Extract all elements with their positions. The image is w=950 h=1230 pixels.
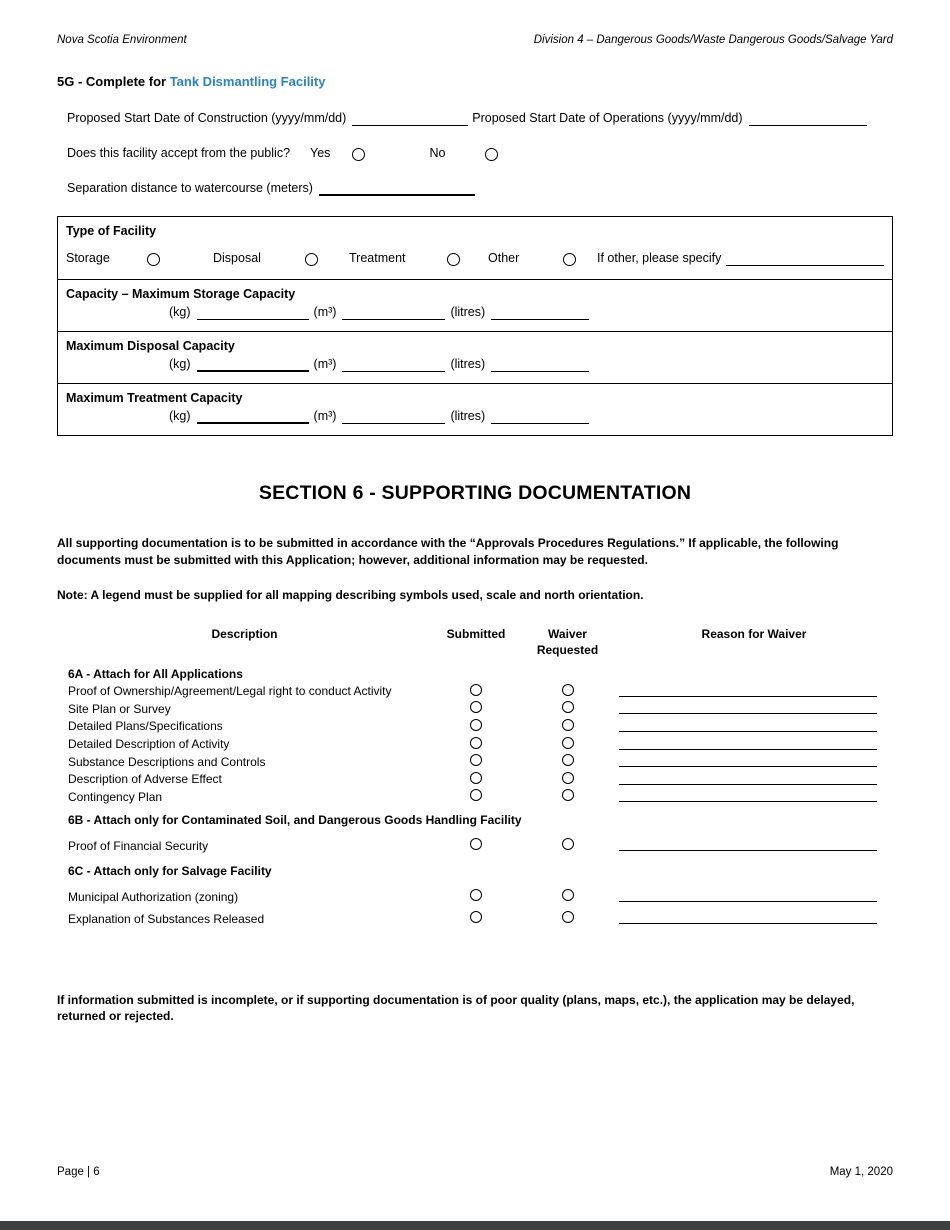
storage-capacity-title: Capacity – Maximum Storage Capacity [66, 287, 296, 301]
doc-item-label: Proof of Ownership/Agreement/Legal right to conduct Activity [68, 684, 392, 699]
page-footer [57, 1166, 893, 1178]
storage-kg-field[interactable] [197, 306, 309, 320]
waiver-radio[interactable] [562, 789, 574, 801]
construction-date-label: Proposed Start Date of Construction (yyyy/mm/dd) [67, 111, 347, 125]
page-number: Page | 6 [57, 1166, 100, 1178]
header-division: Division 4 – Dangerous Goods/Waste Dangerous Goods/Salvage Yard [533, 34, 893, 46]
submitted-radio[interactable] [470, 684, 482, 696]
doc-row-ownership [57, 683, 893, 701]
storage-radio[interactable] [147, 253, 160, 266]
other-specify-field[interactable] [726, 252, 884, 266]
disposal-kg-field[interactable] [197, 358, 309, 372]
submitted-radio[interactable] [470, 719, 482, 731]
reason-for-waiver-field[interactable] [619, 913, 877, 924]
section-5g-heading-prefix: 5G - Complete for [57, 74, 170, 89]
submitted-radio[interactable] [470, 754, 482, 766]
public-question-row [67, 146, 893, 161]
column-reason-for-waiver: Reason for Waiver [701, 626, 807, 641]
waiver-radio[interactable] [562, 754, 574, 766]
doc-row-financial-security [57, 835, 893, 857]
doc-item-label: Municipal Authorization (zoning) [68, 889, 239, 904]
operations-date-field[interactable] [749, 112, 867, 126]
waiver-radio[interactable] [562, 911, 574, 923]
storage-capacity-section [58, 279, 892, 331]
waiver-radio[interactable] [562, 684, 574, 696]
submitted-radio[interactable] [470, 911, 482, 923]
no-label: No [429, 146, 446, 160]
column-description: Description [211, 626, 278, 641]
waiver-radio[interactable] [562, 737, 574, 749]
supporting-docs-table [57, 626, 893, 930]
reason-for-waiver-field[interactable] [619, 686, 877, 697]
disposal-radio[interactable] [305, 253, 318, 266]
yes-label: Yes [310, 146, 331, 160]
separation-row [67, 181, 893, 196]
doc-item-label: Contingency Plan [68, 789, 163, 804]
other-specify-label: If other, please specify [597, 251, 722, 265]
separation-label: Separation distance to watercourse (meters) [67, 181, 313, 195]
doc-item-label: Substance Descriptions and Controls [68, 754, 266, 769]
section-6-note: Note: A legend must be supplied for all mapping describing symbols used, scale and north orientation. [57, 588, 644, 602]
waiver-radio[interactable] [562, 889, 574, 901]
disposal-litres-field[interactable] [491, 358, 589, 372]
doc-row-contingency-plan [57, 788, 893, 806]
section-5g-heading-facility: Tank Dismantling Facility [169, 74, 326, 89]
operations-date-label: Proposed Start Date of Operations (yyyy/mm/dd) [472, 111, 743, 125]
waiver-radio[interactable] [562, 701, 574, 713]
submitted-radio[interactable] [470, 701, 482, 713]
facility-type-options-row [66, 251, 884, 266]
reason-for-waiver-field[interactable] [619, 891, 877, 902]
doc-item-label: Site Plan or Survey [68, 701, 171, 716]
doc-row-substances-released [57, 908, 893, 930]
group-6c-heading: 6C - Attach only for Salvage Facility [68, 863, 272, 878]
disposal-capacity-units-row [169, 357, 884, 372]
m3-label: (m³) [313, 357, 337, 371]
treatment-radio[interactable] [447, 253, 460, 266]
doc-item-label: Detailed Description of Activity [68, 737, 230, 752]
reason-for-waiver-field[interactable] [619, 840, 877, 851]
separation-field[interactable] [319, 182, 475, 196]
doc-row-municipal-authorization [57, 886, 893, 908]
reason-for-waiver-field[interactable] [619, 756, 877, 767]
doc-row-description-activity [57, 735, 893, 753]
kg-label: (kg) [169, 409, 191, 423]
litres-label: (litres) [450, 409, 486, 423]
group-6b-heading: 6B - Attach only for Contaminated Soil, and Dangerous Goods Handling Facility [68, 812, 522, 827]
type-of-facility-title: Type of Facility [66, 224, 157, 238]
storage-m3-field[interactable] [342, 306, 445, 320]
treatment-capacity-units-row [169, 409, 884, 424]
other-label: Other [488, 251, 520, 265]
m3-label: (m³) [313, 409, 337, 423]
treatment-m3-field[interactable] [342, 410, 445, 424]
disposal-m3-field[interactable] [342, 358, 445, 372]
reason-for-waiver-field[interactable] [619, 703, 877, 714]
other-radio[interactable] [563, 253, 576, 266]
storage-litres-field[interactable] [491, 306, 589, 320]
litres-label: (litres) [450, 305, 486, 319]
submitted-radio[interactable] [470, 838, 482, 850]
section-5g-heading [57, 74, 893, 89]
reason-for-waiver-field[interactable] [619, 739, 877, 750]
doc-item-label: Explanation of Substances Released [68, 911, 265, 926]
litres-label: (litres) [450, 357, 486, 371]
yes-radio[interactable] [352, 148, 365, 161]
section-6-intro: All supporting documentation is to be submitted in accordance with the “Approvals Procedures Regulations.” If applicable, the following documents must be submitted with this Application; however, additional information may be requested. [57, 536, 839, 567]
reason-for-waiver-field[interactable] [619, 721, 877, 732]
kg-label: (kg) [169, 357, 191, 371]
reason-for-waiver-field[interactable] [619, 774, 877, 785]
treatment-kg-field[interactable] [197, 410, 309, 424]
no-radio[interactable] [485, 148, 498, 161]
doc-row-site-plan [57, 700, 893, 718]
m3-label: (m³) [313, 305, 337, 319]
waiver-radio[interactable] [562, 719, 574, 731]
doc-item-label: Proof of Financial Security [68, 838, 209, 853]
treatment-litres-field[interactable] [491, 410, 589, 424]
kg-label: (kg) [169, 305, 191, 319]
treatment-capacity-section [58, 383, 892, 435]
waiver-radio[interactable] [562, 772, 574, 784]
submitted-radio[interactable] [470, 889, 482, 901]
column-submitted: Submitted [446, 626, 506, 641]
waiver-radio[interactable] [562, 838, 574, 850]
submitted-radio[interactable] [470, 789, 482, 801]
storage-capacity-units-row [169, 305, 884, 320]
submitted-radio[interactable] [470, 772, 482, 784]
doc-item-label: Description of Adverse Effect [68, 772, 222, 787]
start-dates-row [67, 111, 893, 126]
doc-row-adverse-effect [57, 770, 893, 788]
reason-for-waiver-field[interactable] [619, 791, 877, 802]
storage-label: Storage [66, 251, 110, 265]
disposal-capacity-section [58, 331, 892, 383]
treatment-capacity-title: Maximum Treatment Capacity [66, 391, 243, 405]
document-header [57, 34, 893, 46]
disposal-label: Disposal [213, 251, 261, 265]
construction-date-field[interactable] [352, 112, 468, 126]
doc-item-label: Detailed Plans/Specifications [68, 719, 223, 734]
docs-table-header [57, 626, 893, 658]
type-of-facility-section [58, 217, 892, 279]
column-waiver-requested: Waiver Requested [536, 626, 599, 657]
disposal-capacity-title: Maximum Disposal Capacity [66, 339, 235, 353]
header-organization: Nova Scotia Environment [57, 34, 187, 46]
section-6-title: SECTION 6 - SUPPORTING DOCUMENTATION [258, 482, 692, 504]
public-question-label: Does this facility accept from the public? [67, 146, 291, 160]
facility-box [57, 216, 893, 436]
revision-date: May 1, 2020 [829, 1166, 893, 1178]
doc-row-substance-descriptions [57, 753, 893, 771]
treatment-label: Treatment [349, 251, 406, 265]
group-6a-heading: 6A - Attach for All Applications [68, 666, 243, 681]
incomplete-information-warning: If information submitted is incomplete, or if supporting documentation is of poor quality (plans, maps, etc.), the application may be delayed, returned or rejected. [57, 992, 855, 1024]
window-bottom-edge [0, 1221, 950, 1230]
submitted-radio[interactable] [470, 737, 482, 749]
doc-row-plans-specs [57, 718, 893, 736]
